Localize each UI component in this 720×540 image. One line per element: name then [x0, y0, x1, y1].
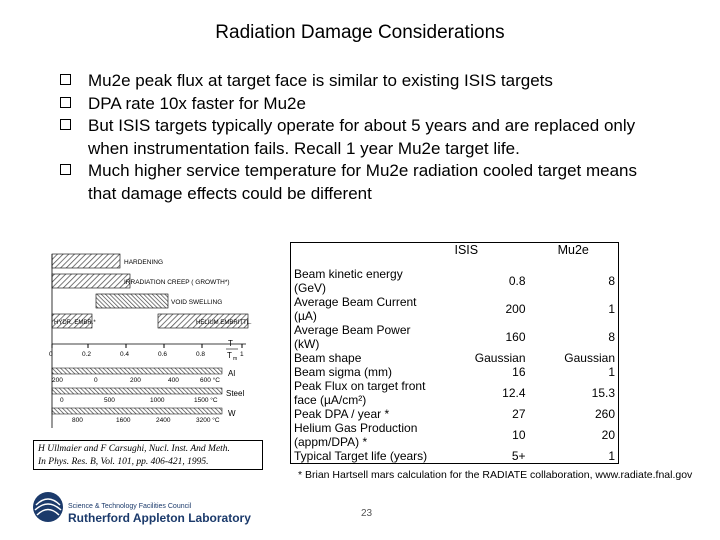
band-void-swelling [96, 294, 168, 308]
checkbox-bullet-icon [60, 97, 71, 108]
svg-text:500: 500 [104, 397, 115, 404]
svg-text:400: 400 [168, 377, 179, 384]
table-row: Typical Target life (years) 5+ 1 [294, 449, 615, 463]
band-label: HARDENING [124, 259, 164, 266]
stfc-logo-icon [30, 485, 66, 525]
bullet-item: Much higher service temperature for Mu2e radiation cooled target means that damage effects could be different [60, 160, 670, 205]
checkbox-bullet-icon [60, 164, 71, 175]
table-row: Helium Gas Production (appm/DPA) * 10 20 [294, 421, 615, 449]
table-row: Average Beam Power (kW) 160 8 [294, 323, 615, 351]
table-row: Average Beam Current (µA) 200 1 [294, 295, 615, 323]
svg-text:200: 200 [52, 377, 63, 384]
stfc-name: Science & Technology Facilities Council [68, 503, 192, 510]
bullet-item: Mu2e peak flux at target face is similar to existing ISIS targets [60, 70, 670, 93]
svg-text:0: 0 [94, 377, 98, 384]
slide-title: Radiation Damage Considerations [215, 22, 505, 43]
svg-text:m: m [233, 356, 238, 362]
svg-text:200: 200 [130, 377, 141, 384]
svg-text:T: T [228, 339, 233, 348]
svg-text:1000: 1000 [150, 397, 165, 404]
table-header-row: ISIS Mu2e [454, 243, 589, 257]
band-label: VOID SWELLING [171, 299, 223, 306]
svg-text:1600: 1600 [116, 417, 131, 424]
band-label: HYDR. EMBR.* [54, 320, 96, 326]
svg-text:1500 °C: 1500 °C [194, 397, 218, 404]
figure-caption: H Ullmaier and F Carsughi, Nucl. Inst. And Meth. In Phys. Res. B, Vol. 101, pp. 406-421, 1995. [33, 440, 263, 470]
page-number: 23 [361, 508, 373, 519]
svg-text:0.2: 0.2 [82, 351, 92, 358]
band-creep [52, 274, 130, 288]
svg-text:Al: Al [228, 369, 236, 378]
comparison-table [290, 242, 619, 464]
svg-text:W: W [228, 409, 236, 418]
ral-logo [30, 485, 251, 530]
table-row: Beam kinetic energy (GeV) 0.8 8 [294, 267, 615, 295]
checkbox-bullet-icon [60, 74, 71, 85]
svg-text:T: T [227, 351, 232, 360]
checkbox-bullet-icon [60, 119, 71, 130]
ral-name: Rutherford Appleton Laboratory [68, 511, 251, 525]
table-row: Peak DPA / year * 27 260 [294, 407, 615, 421]
svg-text:0.6: 0.6 [158, 351, 168, 358]
band-label: HELIUM EMBRITTL. [196, 320, 252, 326]
svg-text:1: 1 [240, 351, 244, 358]
svg-text:Steel: Steel [226, 389, 245, 398]
table-footnote: * Brian Hartsell mars calculation for the RADIATE collaboration, www.radiate.fnal.gov [298, 469, 693, 481]
svg-text:0: 0 [60, 397, 64, 404]
svg-text:2400: 2400 [156, 417, 171, 424]
bullet-item: But ISIS targets typically operate for about 5 years and are replaced only when instrumentation fails. Recall 1 year Mu2e target life. [60, 115, 670, 160]
svg-text:3200 °C: 3200 °C [196, 417, 220, 424]
svg-text:0: 0 [49, 351, 53, 358]
svg-text:0.4: 0.4 [120, 351, 130, 358]
damage-regimes-figure [46, 248, 258, 470]
comparison-table-wrapper [290, 242, 619, 464]
band-label: IRRADIATION CREEP ( GROWTH*) [124, 279, 230, 286]
band-hardening [52, 254, 120, 268]
table-row: Beam shape Gaussian Gaussian [294, 351, 615, 365]
svg-text:0.8: 0.8 [196, 351, 206, 358]
bullet-item: DPA rate 10x faster for Mu2e [60, 93, 670, 116]
svg-text:600 °C: 600 °C [200, 377, 220, 384]
table-row: Beam sigma (mm) 16 1 [294, 365, 615, 379]
bullet-list [60, 70, 670, 205]
table-row: Peak Flux on target front face (µA/cm²) 12.4 15.3 [294, 379, 615, 407]
svg-text:800: 800 [72, 417, 83, 424]
